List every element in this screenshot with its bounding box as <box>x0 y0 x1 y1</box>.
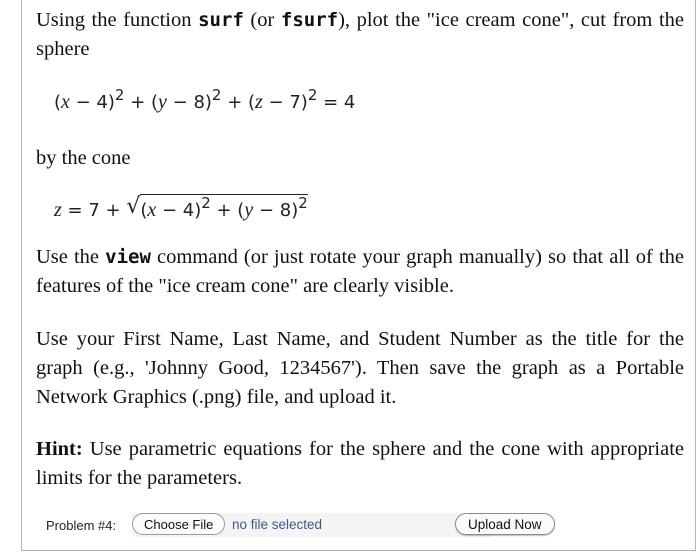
cone-equation: z = 7 + √ $(x - 4)^2 + (y - 8)^2$ <box>54 194 308 226</box>
upload-now-button[interactable]: Upload Now <box>455 513 555 535</box>
view-paragraph: Use the view command (or just rotate your graph manually) so that all of the features of the "ice cream cone" are clearly visible. <box>36 246 684 297</box>
by-the-cone-text: by the cone <box>36 147 131 169</box>
hint-label: Hint: <box>36 438 83 460</box>
file-status: no file selected <box>232 517 323 532</box>
intro-text-2: (or <box>243 9 281 31</box>
square-root: √ $(x - 4)^2 + (y - 8)^2$ <box>126 194 307 226</box>
code-surf: surf <box>198 9 244 31</box>
problem-label: Problem #4: <box>46 518 117 533</box>
choose-file-button[interactable]: Choose File <box>132 513 225 535</box>
title-paragraph: Use your First Name, Last Name, and Student Number as the title for the graph (e.g., 'Johnny Good, 1234567'). Then save the graph as a Portable Network Graphics (.png) file, and upload it. <box>36 328 684 408</box>
sphere-equation: $(x - 4)^2 + (y - 8)^2 + (z - 7)^2 = 4$ <box>54 86 356 113</box>
problem-card <box>21 0 696 551</box>
file-picker[interactable] <box>132 513 492 537</box>
code-fsurf: fsurf <box>280 9 339 31</box>
hint-paragraph <box>36 435 684 493</box>
intro-text-1: Using the function <box>36 9 199 31</box>
intro-text-3: ), plot the "ice cream cone", cut from the sphere <box>36 9 684 60</box>
problem-content <box>36 6 684 489</box>
radical-sign: √ <box>126 194 141 219</box>
hint-text: Use parametric equations for the sphere and the cone with appropriate limits for the parameters. <box>36 438 684 489</box>
intro-paragraph <box>36 6 684 64</box>
code-view: view <box>105 246 151 268</box>
upload-row <box>46 513 676 539</box>
